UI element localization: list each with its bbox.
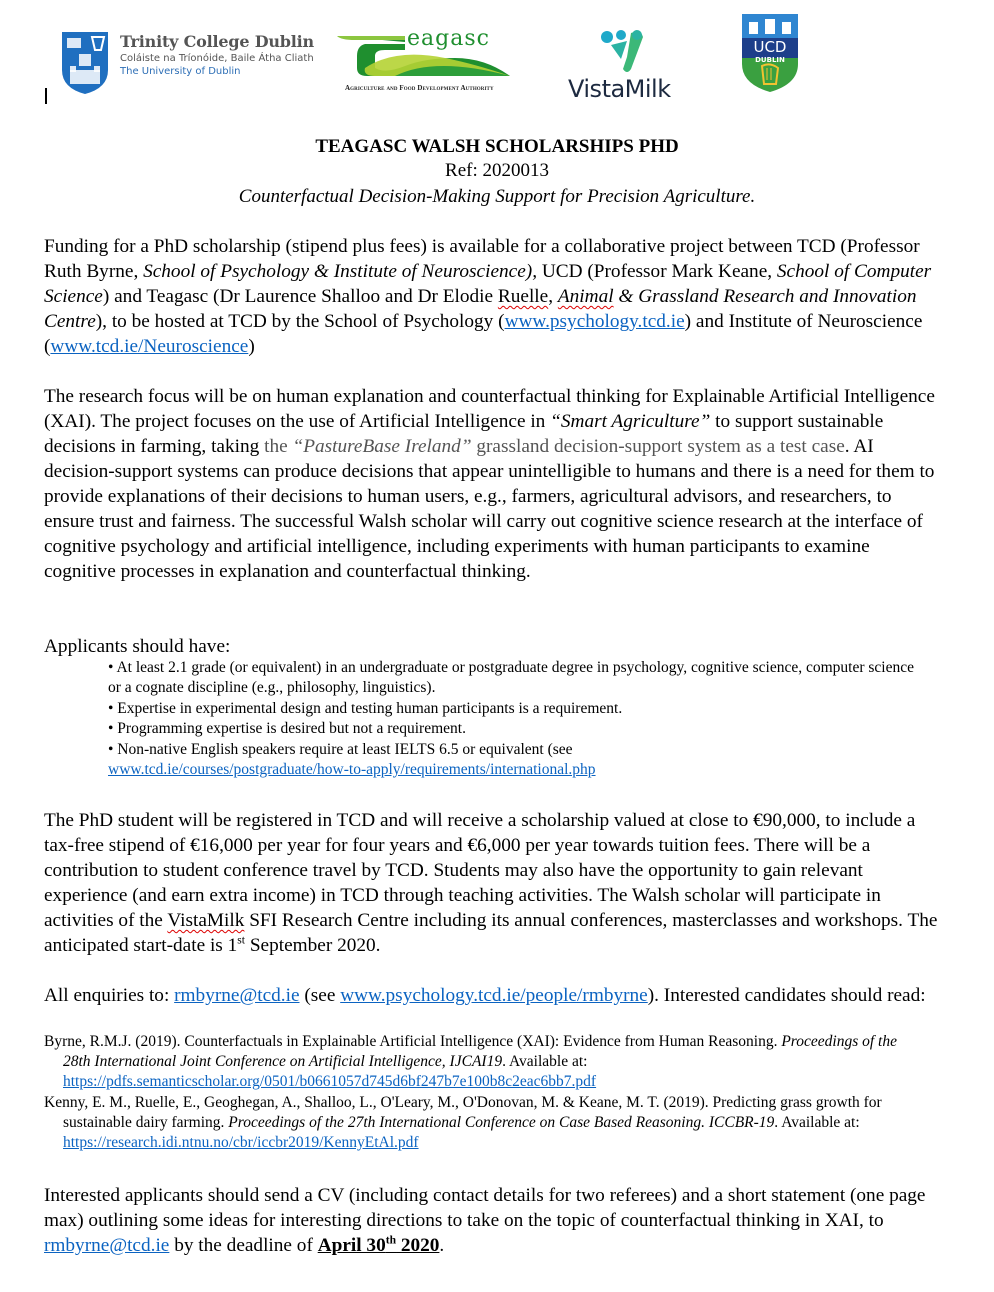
text: The research focus will be on human explanation and counterfactual thinking for Explainable Artificial Intelligence (XAI). The project focuses on the use of Artificial Intelligence in (44, 386, 935, 432)
requirements-heading: Applicants should have: (44, 636, 231, 657)
text: School of Psychology & Institute of Neuroscience), (143, 261, 538, 282)
requirement-item: • Programming expertise is desired but not a requirement. (108, 720, 466, 738)
text: Byrne, R.M.J. (2019). Counterfactuals in Explainable Artificial Intelligence (XAI): Evidence from Human Reasoning. (44, 1033, 782, 1050)
spellcheck-word: Ruelle (497, 286, 549, 307)
tcd-subtitle: The University of Dublin (120, 66, 241, 77)
requirement-item: • Non-native English speakers require at least IELTS 6.5 or equivalent (see (108, 740, 573, 758)
text: Interested applicants should send a CV (including contact details for two referees) and a short statement (one page max) outlining some ideas for interesting directions to take on the topic of counterfactual thinking in XAI, to (44, 1185, 926, 1231)
text: School of Computer Science (44, 261, 932, 307)
text: Kenny, E. M., Ruelle, E., Geoghegan, A., Shalloo, L., O'Leary, M., O'Donovan, M. & Keane, M. T. (2019). Predicting grass growth for sustainable dairy farming. (44, 1093, 882, 1131)
text: & Grassland Research and Innovation Centre (44, 286, 917, 332)
tcd-shield-icon (60, 30, 110, 96)
text: grassland decision-support system as a test case (471, 436, 845, 457)
text: by the deadline of (169, 1235, 318, 1256)
ucd-logo (740, 12, 800, 94)
teagasc-wordmark: eagasc (407, 26, 490, 51)
vistamilk-logo (565, 25, 695, 105)
text: ) and Institute of Neuroscience ( (44, 311, 923, 357)
text: Proceedings of the 27th International Conference on Case Based Reasoning. ICCBR-19 (228, 1113, 775, 1131)
requirement-item: • At least 2.1 grade (or equivalent) in an undergraduate or postgraduate degree in psychology, cognitive science, computer science or a cognate discipline (e.g., philosophy, linguistics). (108, 659, 914, 697)
text: September 2020. (245, 935, 381, 956)
text: (see (299, 985, 341, 1006)
enquiries-paragraph (44, 983, 944, 1008)
ucd-shield-icon (740, 12, 800, 94)
vistamilk-wordmark: VistaMilk (568, 75, 671, 103)
application-paragraph (44, 1183, 944, 1258)
text: UCD (Professor Mark Keane, (537, 261, 777, 282)
reference-link[interactable]: https://research.idi.ntnu.no/cbr/iccbr2019/KennyEtAl.pdf (63, 1134, 419, 1152)
neuroscience-link[interactable]: www.tcd.ie/Neuroscience (50, 336, 249, 357)
text: . (439, 1235, 445, 1256)
project-subtitle: Counterfactual Decision-Making Support for Precision Agriculture. (238, 186, 756, 207)
text: . Available at: (774, 1113, 860, 1131)
text: SFI Research Centre including its annual conferences, masterclasses and workshops. The anticipated start-date is 1 (44, 910, 938, 956)
text: The PhD student will be registered in TCD and will receive a scholarship valued at close to €90,000, to include a tax-free stipend of €16,000 per year for four years and €6,000 per year towards tuition fees. There will be a contribution to student conference travel by TCD. Students may also have the opportunity to gain relevant experience (and earn extra income) in TCD through teaching activities. The Walsh scholar will participate in activities of the (44, 810, 916, 931)
reference-link[interactable]: https://pdfs.semanticscholar.org/0501/b0661057d745d6bf247b7e100b8c2eac6bb7.pdf (63, 1073, 597, 1091)
text: to support sustainable decisions in farming, taking (44, 411, 884, 457)
text: the (264, 436, 293, 457)
research-focus-paragraph (44, 384, 944, 584)
psychology-link[interactable]: www.psychology.tcd.ie (504, 311, 685, 332)
requirement-item: • Expertise in experimental design and testing human participants is a requirement. (108, 699, 623, 717)
scholarship-paragraph (44, 808, 944, 958)
teagasc-subtitle: Agriculture and Food Development Authority (345, 84, 494, 92)
text: ) and Teagasc (Dr Laurence Shalloo and Dr Elodie (102, 286, 498, 307)
text: 2020 (396, 1235, 440, 1256)
text: “PastureBase Ireland” (292, 436, 472, 457)
text: ), to be hosted at TCD by the School of Psychology ( (95, 311, 505, 332)
svg-text:DUBLIN: DUBLIN (755, 56, 785, 64)
profile-link[interactable]: www.psychology.tcd.ie/people/rmbyrne (340, 985, 648, 1006)
reference-number: Ref: 2020013 (445, 160, 549, 181)
reference-item (44, 1093, 924, 1154)
tcd-logo (60, 30, 314, 96)
email-link[interactable]: rmbyrne@tcd.ie (44, 1235, 170, 1256)
vistamilk-emblem-icon (597, 27, 657, 77)
requirements-list (108, 658, 928, 780)
text: . Available at: (502, 1053, 588, 1071)
ielts-requirements-link[interactable]: www.tcd.ie/courses/postgraduate/how-to-apply/requirements/international.php (108, 761, 596, 779)
funding-paragraph (44, 234, 944, 359)
spellcheck-word: VistaMilk (167, 910, 245, 931)
reference-item (44, 1032, 924, 1093)
logo-bar (0, 0, 994, 110)
text: “Smart Agriculture” (550, 411, 711, 432)
tcd-irish-name: Coláiste na Tríonóide, Baile Átha Cliath (120, 53, 314, 64)
teagasc-logo (335, 28, 515, 98)
text-cursor (45, 88, 47, 104)
references-list (44, 1032, 924, 1153)
svg-text:UCD: UCD (753, 38, 787, 56)
text: . AI decision-support systems can produce decisions that appear unintelligible to humans and there is a need for them to provide explanations of their decisions to human users, e.g., farmers, agricultural advisors, and researchers, to ensure trust and fairness. The successful Walsh scholar will carry out cognitive science research at the interface of cognitive psychology and artificial intelligence, including experiments with human participants to examine cognitive processes in explanation and counterfactual thinking. (44, 436, 935, 582)
text: Funding for a PhD scholarship (stipend plus fees) is available for a collaborative project between TCD (Professor Ruth Byrne, (44, 236, 920, 282)
text: ) (248, 336, 255, 357)
text: Proceedings of the 28th International Joint Conference on Artificial Intelligence, IJCAI19 (63, 1033, 897, 1071)
deadline (318, 1235, 440, 1256)
text: , (548, 286, 558, 307)
text: ). Interested candidates should read: (647, 985, 926, 1006)
email-link[interactable]: rmbyrne@tcd.ie (174, 985, 300, 1006)
text: April 30 (317, 1235, 386, 1256)
tcd-name: Trinity College Dublin (120, 32, 314, 51)
superscript: th (385, 1233, 397, 1247)
spellcheck-word: Animal (557, 286, 614, 307)
text: All enquiries to: (44, 985, 175, 1006)
page-title: TEAGASC WALSH SCHOLARSHIPS PHD (315, 136, 679, 157)
superscript: st (237, 933, 246, 947)
